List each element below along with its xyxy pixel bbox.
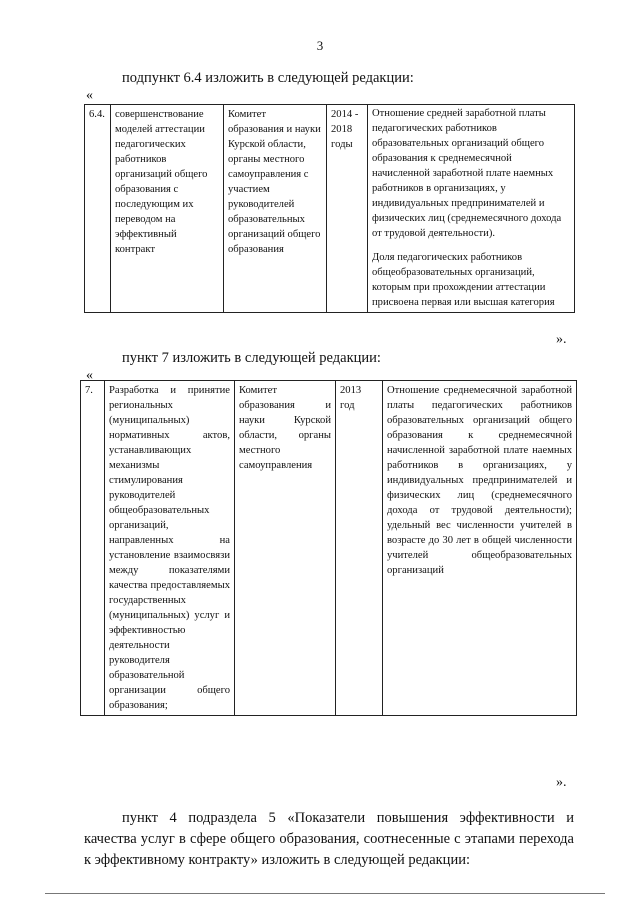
close-quote: ». (556, 332, 567, 347)
open-quote: « (86, 368, 93, 383)
indicator-cell (368, 105, 575, 313)
intro-point-7: пункт 7 изложить в следующей редакции: (122, 350, 381, 366)
measure-cell: Разработка и принятие региональных (муниципальных) нормативных актов, устанавливающих механизмы стимулирования руководителей общеобразовательных организаций, направленных на установление взаимосвязи между показателями качества предоставляемых государственных (муниципальных) услуг и эффективностью деятельности руководителя образовательной организации общего образования; (105, 381, 235, 716)
indicator-attestation-share: Доля педагогических работников общеобразовательных организаций, которым при прохождении аттестации присвоена первая или высшая категория (372, 252, 555, 308)
outro-paragraph: пункт 4 подраздела 5 «Показатели повышения эффективности и качества услуг в сфере общего образования, соотнесенные с этапами перехода к эффективному контракту» изложить в следующей редакции: (84, 810, 574, 868)
responsible-cell: Комитет образования и науки Курской области, органы местного самоуправления с участием руководителей образовательных организаций общего образования (224, 105, 327, 313)
row-number: 6.4. (85, 105, 111, 313)
page-bottom-rule (45, 893, 605, 894)
table-point-7 (80, 380, 577, 716)
open-quote: « (86, 88, 93, 103)
responsible-cell: Комитет образования и науки Курской области, органы местного самоуправления (235, 381, 336, 716)
table-row (85, 105, 575, 313)
close-quote: ». (556, 775, 567, 790)
table-row (81, 381, 577, 716)
intro-subpoint-6-4: подпункт 6.4 изложить в следующей редакции: (122, 70, 414, 86)
page-number: 3 (316, 38, 324, 53)
term-cell: 2014 - 2018 годы (327, 105, 368, 313)
measure-cell: совершенствование моделей аттестации педагогических работников организаций общего образования с последующим их переводом на эффективный контракт (111, 105, 224, 313)
term-cell: 2013 год (336, 381, 383, 716)
indicator-cell: Отношение среднемесячной заработной платы педагогических работников образовательных организаций общего образования к среднемесячной начисленной заработной плате наемных работников в организациях, у индивидуальных предпринимателей и физических лиц (среднемесячного дохода от трудовой деятельности); удельный вес численности учителей в возрасте до 30 лет в общей численности учителей общеобразовательных организаций (383, 381, 577, 716)
table-subpoint-6-4 (84, 104, 575, 313)
indicator-wage-ratio: Отношение средней заработной платы педагогических работников образовательных организаций общего образования к среднемесячной начисленной заработной плате наемных работников в организациях, у индивидуальных предпринимателей и физических лиц (среднемесячного дохода от трудовой деятельности). (372, 108, 562, 239)
row-number: 7. (81, 381, 105, 716)
